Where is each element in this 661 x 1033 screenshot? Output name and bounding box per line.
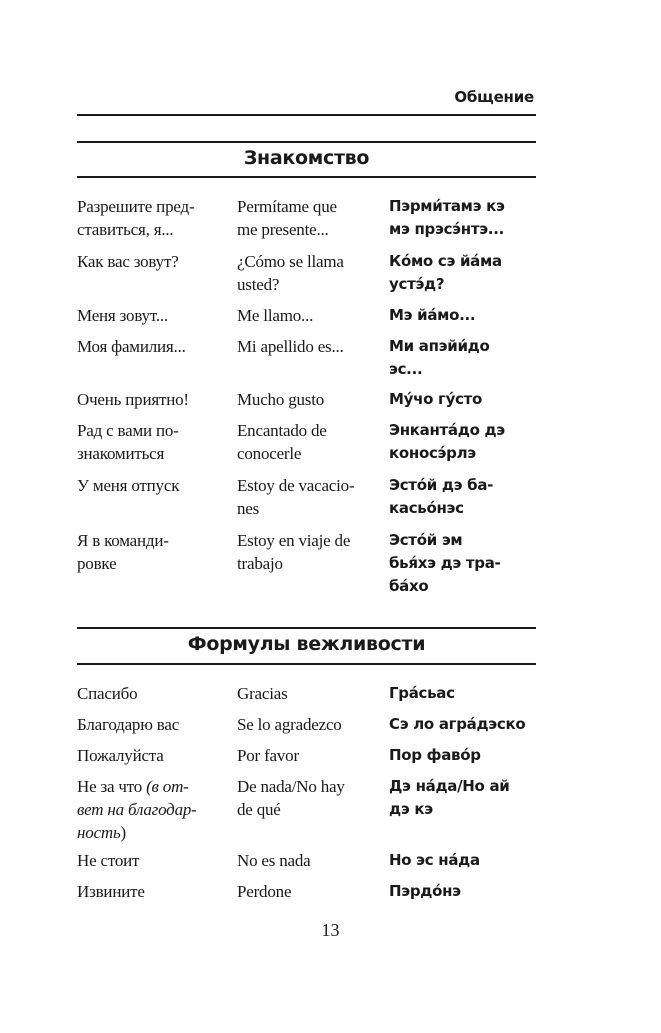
section-title: Формулы вежливости (187, 633, 426, 655)
transcription: Мэ йа́мо... (389, 306, 476, 324)
section-bottom-rule (77, 663, 536, 665)
transcription: Эсто́й дэ ба- касьо́нэс (389, 476, 494, 517)
transcription: Пор фаво́р (389, 746, 481, 764)
russian-phrase: Пожалуйста (77, 746, 164, 765)
russian-phrase: Моя фамилия... (77, 337, 186, 356)
section-top-rule (77, 141, 536, 143)
transcription: Но эс на́да (389, 851, 480, 869)
spanish-phrase: Estoy en viaje de trabajo (237, 531, 351, 573)
russian-phrase: У меня отпуск (77, 476, 180, 495)
page-number: 13 (321, 920, 340, 940)
spanish-phrase: Encantado de conocerle (237, 421, 327, 463)
spanish-phrase: Estoy de vacacio- nes (237, 476, 355, 518)
transcription: Гра́сьас (389, 684, 455, 702)
russian-phrase: Извините (77, 882, 145, 901)
transcription: Сэ ло агра́дэско (389, 715, 526, 733)
transcription: Ко́мо сэ йа́ма устэ́д? (389, 252, 502, 293)
usage-note-close: ) (120, 823, 126, 842)
russian-phrase: Спасибо (77, 684, 138, 703)
transcription: Эсто́й эм бья́хэ дэ тра- ба́хо (389, 531, 501, 595)
russian-phrase: Очень приятно! (77, 390, 189, 409)
transcription: Му́чо гу́сто (389, 390, 483, 408)
transcription: Пэрми́тамэ кэ мэ прэсэ́нтэ... (389, 197, 505, 238)
transcription: Энканта́до дэ коносэ́рлэ (389, 421, 505, 462)
russian-phrase-main: Не за что (77, 777, 147, 796)
spanish-phrase: Por favor (237, 746, 299, 765)
transcription: Пэрдо́нэ (389, 882, 461, 900)
section-title: Знакомство (243, 147, 370, 169)
russian-phrase: Благодарю вас (77, 715, 180, 734)
spanish-phrase: ¿Cómo se llama usted? (237, 252, 344, 294)
spanish-phrase: Permítame que me presente... (237, 197, 337, 239)
russian-phrase: Разрешите пред- ставиться, я... (77, 197, 195, 239)
russian-phrase (77, 775, 227, 844)
section-top-rule (77, 627, 536, 629)
header-rule (77, 114, 536, 116)
russian-phrase: Как вас зовут? (77, 252, 179, 271)
russian-phrase: Я в команди- ровке (77, 531, 169, 573)
spanish-phrase: No es nada (237, 851, 311, 870)
spanish-phrase: Mi apellido es... (237, 337, 344, 356)
russian-phrase: Не стоит (77, 851, 140, 870)
transcription: Ми апэйи́до эс... (389, 337, 490, 378)
spanish-phrase: De nada/No hay de qué (237, 777, 345, 819)
spanish-phrase: Se lo agradezco (237, 715, 342, 734)
russian-phrase: Меня зовут... (77, 306, 168, 325)
russian-phrase: Рад с вами по- знакомиться (77, 421, 179, 463)
transcription: Дэ на́да/Но ай дэ кэ (389, 777, 510, 818)
spanish-phrase: Mucho gusto (237, 390, 325, 409)
usage-note: (в от- вет на благодар- ность (77, 777, 197, 842)
running-head: Общение (454, 88, 534, 106)
spanish-phrase: Me llamo... (237, 306, 314, 325)
spanish-phrase: Gracias (237, 684, 288, 703)
section-bottom-rule (77, 176, 536, 178)
spanish-phrase: Perdone (237, 882, 292, 901)
